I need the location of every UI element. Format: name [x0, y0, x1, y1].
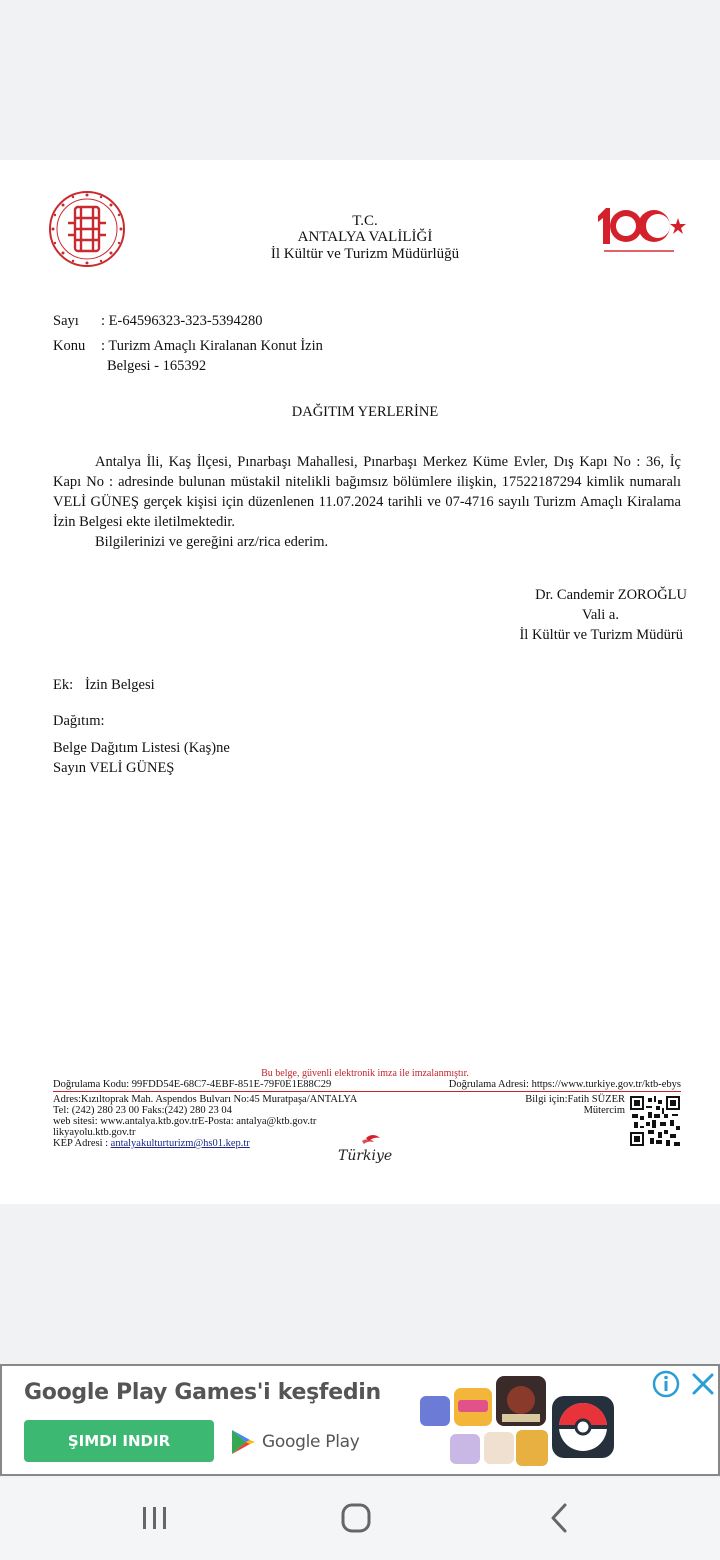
adchoices-info-icon[interactable]	[652, 1370, 680, 1398]
meta-konu	[53, 336, 323, 356]
kep-label: KEP Adresi :	[53, 1138, 111, 1149]
footer-web-2: likyayolu.ktb.gov.tr	[53, 1127, 136, 1138]
ad-install-button[interactable]: ŞIMDI INDIR	[24, 1420, 214, 1462]
meta-sayi	[53, 311, 263, 331]
verification-row	[53, 1079, 681, 1092]
info-name: Bilgi için:Fatih SÜZER	[525, 1094, 625, 1105]
header-line-tc: T.C.	[352, 213, 378, 229]
kep-link[interactable]: antalyakulturturizm@hs01.kep.tr	[110, 1138, 250, 1149]
sayi-label: Sayı	[53, 313, 79, 329]
sayi-value: : E-64596323-323-5394280	[101, 313, 263, 329]
konu-value-continued: Belgesi - 165392	[107, 358, 207, 374]
addressee: DAĞITIM YERLERİNE	[291, 404, 439, 420]
close-icon[interactable]	[690, 1370, 716, 1398]
signer-title-2: İl Kültür ve Turizm Müdürü	[519, 627, 683, 643]
esign-note: Bu belge, güvenli elektronik imza ile imzalanmıştır.	[261, 1068, 469, 1079]
attachment-value: İzin Belgesi	[85, 677, 155, 693]
qr-code-icon	[630, 1096, 680, 1146]
letter-body	[53, 452, 681, 552]
distribution-label: Dağıtım:	[53, 713, 105, 729]
info-role: Mütercim	[583, 1105, 625, 1116]
verification-code: Doğrulama Kodu: 99FDD54E-68C7-4EBF-851E-79F0E1E88C29	[53, 1079, 332, 1090]
info-contact	[525, 1094, 625, 1116]
body-paragraph-1: Antalya İli, Kaş İlçesi, Pınarbaşı Mahallesi, Pınarbaşı Merkez Küme Evler, Dış Kapı No : 36, İç Kapı No : adresinde bulunan müstakil nitelikli bağımsız bölümlere ilişkin, 17522187294 kimlik numaralı VELİ GÜNEŞ gerçek kişisi için düzenlenen 11.07.2024 tarihli ve 07-4716 sayılı Turizm Amaçlı Kiralama İzin Belgesi ekte iletilmektedir.	[53, 454, 681, 530]
document-page	[0, 160, 720, 1204]
google-play-badge	[230, 1428, 370, 1458]
footer-address: Adres:Kızıltoprak Mah. Aspendos Bulvarı No:45 Muratpaşa/ANTALYA	[53, 1094, 358, 1105]
konu-value: : Turizm Amaçlı Kiralanan Konut İzin	[101, 338, 323, 354]
attachment	[53, 677, 155, 694]
footer-phone: Tel: (242) 280 23 00 Faks:(242) 280 23 04	[53, 1105, 232, 1116]
turkiye-logo	[336, 1132, 398, 1168]
distribution-item: Belge Dağıtım Listesi (Kaş)ne	[53, 740, 230, 756]
ad-title: Google Play Games'i keşfedin	[24, 1380, 381, 1405]
svg-text:Türkiye: Türkiye	[338, 1148, 393, 1164]
konu-label: Konu	[53, 338, 86, 354]
game-artwork-collage	[412, 1374, 652, 1472]
footer-kep	[53, 1138, 357, 1149]
system-navbar	[0, 1478, 720, 1560]
signer-name: Dr. Candemir ZOROĞLU	[535, 587, 687, 603]
header-line-directorate: İl Kültür ve Turizm Müdürlüğü	[270, 246, 460, 262]
google-play-icon	[230, 1428, 256, 1456]
body-paragraph-2: Bilgilerinizi ve gereğini arz/rica ederim.	[95, 534, 329, 550]
verification-address: Doğrulama Adresi: https://www.turkiye.gov.tr/ktb-ebys	[448, 1079, 681, 1090]
signature-block	[519, 585, 687, 645]
signer-title-1: Vali a.	[581, 607, 619, 623]
back-icon[interactable]	[548, 1502, 570, 1534]
distribution-item: Sayın VELİ GÜNEŞ	[53, 760, 175, 776]
home-icon[interactable]	[340, 1502, 372, 1534]
header-line-governorship: ANTALYA VALİLİĞİ	[297, 229, 433, 245]
footer-contact	[53, 1094, 357, 1149]
footer-web: web sitesi: www.antalya.ktb.gov.trE-Posta: antalya@ktb.gov.tr	[53, 1116, 317, 1127]
google-play-label: Google Play	[262, 1432, 360, 1452]
attachment-label: Ek:	[53, 677, 74, 693]
ad-banner[interactable]	[0, 1364, 720, 1476]
recent-apps-icon[interactable]	[140, 1504, 170, 1532]
